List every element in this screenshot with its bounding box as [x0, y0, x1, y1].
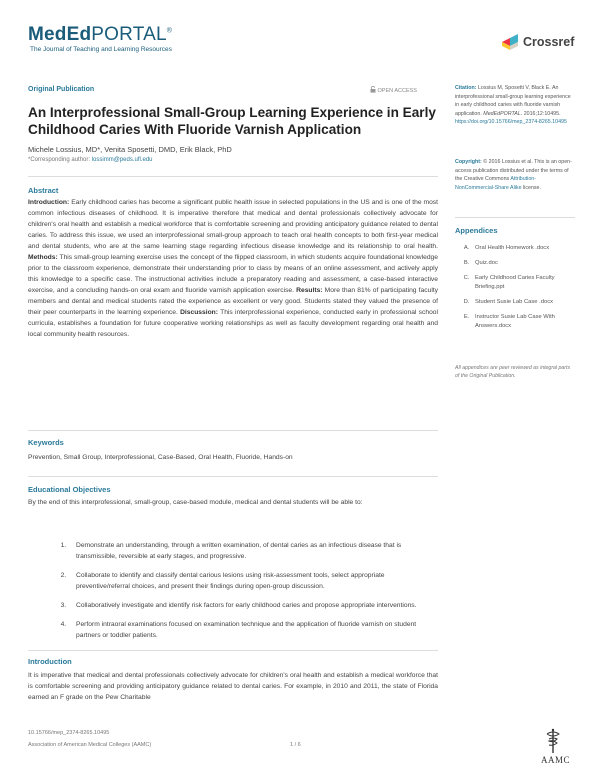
open-lock-icon [370, 86, 376, 93]
introduction-body: It is imperative that medical and dental professionals collectively advocate for children's oral health and establish a medical workforce that is comfortable screening and providing anticipatory guidance related to dental caries. For example, in 2010 and 2011, the state of Florida earned an F grade on the Pew Charitable [28, 672, 438, 701]
keywords-heading: Keywords [28, 438, 64, 447]
journal-tagline: The Journal of Teaching and Learning Resources [30, 46, 172, 53]
introduction-heading: Introduction [28, 657, 72, 666]
appendix-link[interactable]: B. Quiz.doc [471, 259, 575, 268]
objectives-heading: Educational Objectives [28, 485, 111, 494]
list-item: 2. Collaborate to identify and classify dental carious lesions using risk-assessment tools, select appropriate preventive/referral choices, and present their findings during open-group discussion. [68, 570, 438, 592]
copyright-block: Copyright: © 2016 Lossius et al. This is an open-access publication distributed under the terms of the Creative Commons Attribution-NonCommercial-Share Alike license. [455, 159, 572, 191]
keywords-text: Prevention, Small Group, Interprofessional, Case-Based, Oral Health, Fluoride, Hands-on [28, 454, 293, 461]
appendices-list [455, 244, 575, 337]
page-number: 1 / 6 [290, 742, 301, 748]
footer-doi: 10.15766/mep_2374-8265.10495 [28, 730, 110, 736]
author-list: Michele Lossius, MD*, Venita Sposetti, DMD, Erik Black, PhD [28, 145, 232, 154]
divider [28, 430, 438, 431]
corresponding-email-link[interactable]: lossimm@peds.ufl.edu [91, 157, 153, 163]
article-type: Original Publication [28, 86, 95, 93]
appendix-link[interactable]: A. Oral Health Homework .docx [471, 244, 575, 253]
journal-logo: MedEdPORTAL® [28, 24, 173, 45]
appendix-link[interactable]: E. Instructor Susie Lab Case With Answers.docx [471, 313, 575, 331]
list-item: 3. Collaboratively investigate and identify risk factors for early childhood caries and propose appropriate interventions. [68, 600, 438, 611]
appendices-heading: Appendices [455, 226, 498, 235]
corresponding-author: *Corresponding author: lossimm@peds.ufl.edu [28, 157, 153, 163]
doi-link[interactable]: https://doi.org/10.15766/mep_2374-8265.10495 [455, 119, 567, 126]
list-item: 1. Demonstrate an understanding, through a written examination, of dental caries as an infectious disease that is transmissible, reversible at early stages, and progressive. [68, 540, 438, 562]
abstract-heading: Abstract [28, 186, 59, 195]
article-title: An Interprofessional Small-Group Learning Experience in Early Childhood Caries With Fluoride Varnish Application [28, 105, 436, 137]
appendices-note: All appendices are peer reviewed as integral parts of the Original Publication. [455, 365, 571, 380]
aamc-label: AAMC [541, 755, 571, 765]
footer-publisher: Association of American Medical Colleges (AAMC) [28, 742, 152, 748]
objectives-list [28, 540, 438, 649]
appendix-link[interactable]: C. Early Childhood Caries Faculty Briefing.ppt [471, 274, 575, 292]
crossref-icon [500, 32, 520, 52]
crossref-badge[interactable] [500, 32, 580, 52]
divider [28, 476, 438, 477]
appendix-link[interactable]: D. Student Susie Lab Case .docx [471, 298, 575, 307]
list-item: 4. Perform intraoral examinations focused on examination technique and the application of fluoride varnish on student partners or toddler patients. [68, 619, 438, 641]
divider [28, 176, 438, 177]
license-link[interactable]: Attribution-NonCommercial-Share Alike [455, 176, 536, 191]
divider [28, 650, 438, 651]
abstract-body: Introduction: Early childhood caries has become a significant public health issue in selected populations in the US and is one of the most common infectious diseases of childhood. It is imperative therefore that medical and dental professionals collectively advocate for children's oral health and establish a medical workforce that is comfortable screening and providing anticipatory guidance related to dental caries. To address this issue, we used an interprofessional small-group approach to teach oral health concepts to both first-year medical and dental students, who are at the same learning stage regarding infectious disease knowledge and its relationship to oral health. Methods: This small-group learning exercise uses the concept of the flipped classroom, in which students acquire foundational knowledge prior to the classroom experience, demonstrate their understanding prior to class by means of an online assessment, and actively apply this knowledge to a specific case. The instructional activities include a preparatory reading and assessment, a case-based interactive exercise, and a concluding hands-on oral exam and fluoride varnish application exercise. Results: More than 81% of participating faculty members and dental and medical students rated the experience as excellent or very good. Students stated they valued the presence of their peer counterparts in the learning experience. Discussion: This interprofessional experience, conducted early in professional school curricula, establishes a foundation for future cooperative working relationships as well as faculty development regarding oral health and local community health resources. [28, 199, 439, 338]
caduceus-icon [544, 728, 562, 754]
objectives-intro: By the end of this interprofessional, small-group, case-based module, medical and dental students will be able to: [28, 499, 363, 506]
citation-block: Citation: Lossius M, Sposetti V, Black E. An interprofessional small-group learning experience in early childhood caries with fluoride varnish application. MedEdPORTAL. 2016;12:10495. https://doi.org/10.15766/mep_2374-8265.10495 [455, 85, 571, 126]
divider [455, 217, 575, 218]
open-access-badge: OPEN ACCESS [370, 86, 417, 94]
aamc-logo [532, 728, 580, 768]
crossref-label: Crossref [523, 35, 575, 49]
